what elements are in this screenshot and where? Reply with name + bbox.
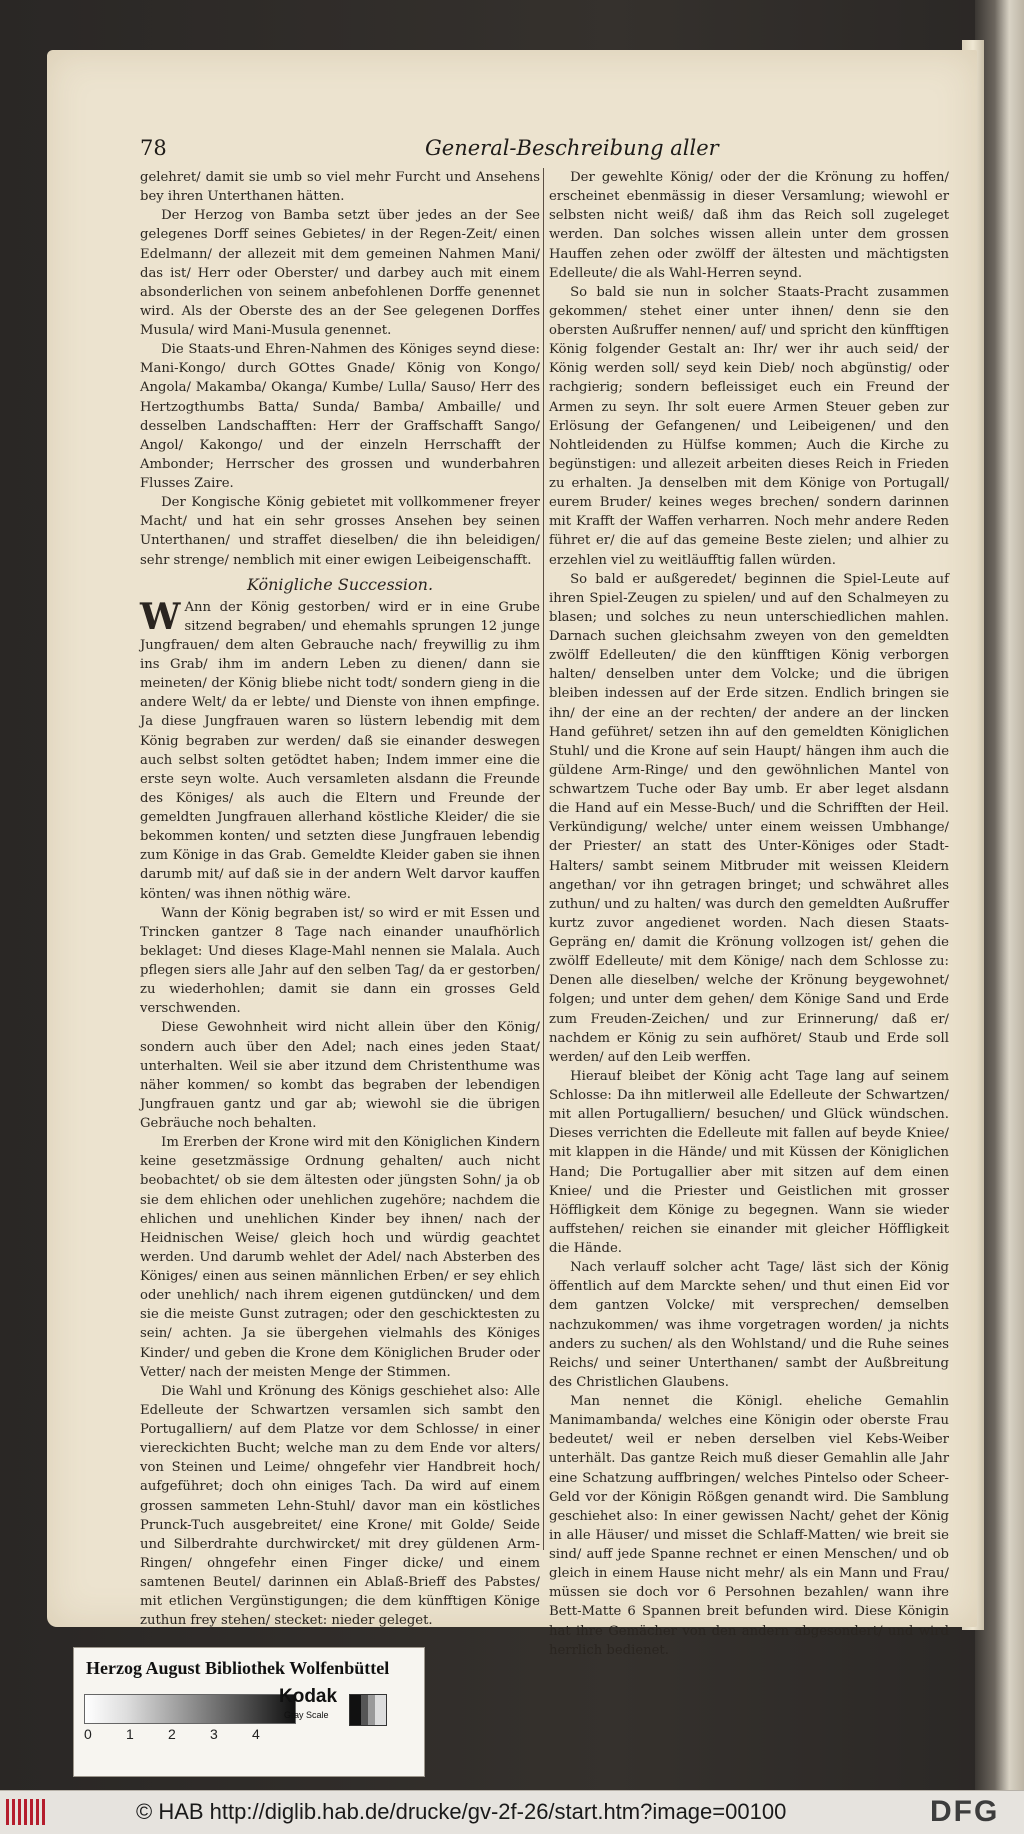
hab-logo-icon (6, 1799, 46, 1825)
column-rule (543, 168, 544, 1550)
gray-scale-caption: Gray Scale (284, 1710, 329, 1720)
section-heading: Königliche Succession. (246, 574, 434, 594)
scale-tick: 0 (84, 1726, 92, 1742)
archive-label (73, 1647, 425, 1777)
gray-swatch (349, 1694, 387, 1726)
paragraph: Wann der König begraben ist/ so wird er mit Essen und Trincken gantzer 8 Tage nach einander unaufhörlich beklaget: Und dieses Klage-Mahl nennen sie Malala. Auch pflegen siers alle Jahr auf den selben Tag/ da er gestorben/ zu wiederhohlen; damit sie dann ein grosses Geld verschwenden. (140, 905, 540, 1017)
paragraph: Die Staats-und Ehren-Nahmen des Königes seynd diese: Mani-Kongo/ durch GOttes Gnade/ König von Kongo/ Angola/ Makamba/ Okanga/ Kumbe/ Lulla/ Sauso/ Herr des Hertzogthumbs Batta/ Sunda/ Bamba/ Ambaille/ und desselben Landschafften: Herr der Graffschafft Sango/ Angol/ Kakongo/ und der einzeln Herrschafft der Ambonder; Herrscher des grossen und wunderbahren Flusses Zaire. (140, 342, 540, 491)
left-column (140, 168, 540, 1630)
running-title: General-Beschreibung aller (425, 136, 719, 160)
paragraph: Die Wahl und Krönung des Königs geschiehet also: Alle Edelleute der Schwartzen versamlen sich sambt den Portugalliern/ auf dem Platze vor dem Schlosse/ in einer viereckichten Bucht; welche man zu dem Ende vor alters/ von Steinen und Leime/ ohngefehr vier Handbreit hoch/ aufgeführet; doch ohn einiges Tach. Da wird auf einem grossen sammeten Lehn-Stuhl/ davor man ein köstliches Prunck-Tuch ausgebreitet/ eine Krone/ mit Golde/ Seide und Silberdrahte durchwircket/ mit drey güldenen Arm-Ringen/ ohngefehr einen Finger dicke/ und einem samtenen Beutel/ darinnen ein Ablaß-Brieff des Pabstes/ mit etlichen Vergünstigungen; die dem künfftigen Könige zuthun frey stehen/ stecket: nieder geleget. (140, 1383, 540, 1629)
paragraph: Hierauf bleibet der König acht Tage lang auf seinem Schlosse: Da ihn mitlerweil alle Edelleute der Schwartzen/ mit allen Portugalliern/ besuchen/ und Glück wündschen. Dieses verrichten die Edelleute mit fallen auf beyde Kniee/ mit klappen in die Hände/ und mit Küssen der Königlichen Hand; Die Portugallier aber mit sitzen auf dem einen Kniee/ und die Priester und Geistlichen mit grosser Höffligkeit dem Könige zu begegnen. Wann sie wieder auffstehen/ reichen sie einander mit gleicher Höffligkeit die Hände. (549, 1068, 949, 1256)
paragraph: Der Kongische König gebietet mit vollkommener freyer Macht/ und hat ein sehr grosses Ansehen bey seinen Unterthanen/ und straffet dieselben/ die ihn beleidigen/ sehr strenge/ nemblich mit einer ewigen Leibeigenschafft. (140, 495, 540, 568)
paragraph: Im Ererben der Krone wird mit den Königlichen Kindern keine gesetzmässige Ordnung gehalten/ auch nicht beobachtet/ ob sie dem ältesten oder jüngsten Sohn/ ja ob sie dem ehlichen oder unehlichen zugehöre; nachdem die ehlichen und unehlichen Kinder bey ihnen/ nach der Heidnischen Weise/ gleich hoch und würdig geachtet werden. Und darumb wehlet der Adel/ nach Absterben des Königes/ einen aus seinen männlichen Erben/ er sey ehlich oder unehlich/ nach ihrem eigenen gutdüncken/ und dem sie die meiste Gunst zutragen; oder den geschicktesten zu sein/ achten. Ja sie übergehen vielmahls des Königes Kinder/ und geben die Krone dem Königlichen Bruder oder Vetter/ nach der meisten Menge der Stimmen. (140, 1135, 540, 1380)
paragraph: So bald sie nun in solcher Staats-Pracht zusammen gekommen/ stehet einer unter ihnen/ denn sie den obersten Außruffer nennen/ auf/ und spricht den künfftigen König folgender Gestalt an: Ihr/ wer ihr auch seid/ der König werden soll/ seyd kein Dieb/ noch abgünstig/ oder rachgierig; sondern befleissiget euch ein Freund der Armen zu seyn. Ihr solt euere Armen Steuer geben zur Erlösung der Gefangenen/ und Leibeigenen/ und den Nohtleidenden zu Hülfse kommen; Auch die Kirche zu begünstigen: und allezeit arbeiten dieses Reich in Frieden zu erhalten. Ja denselben mit dem Könige von Portugall/ eurem Bruder/ keines weges brechen/ sondern darinnen mit Krafft der Waffen verharren. Noch mehr andere Reden führet er/ die auf das gemeine Beste zielen; und alhier zu erzehlen viel zu weitläufftig fallen würden. (549, 284, 949, 568)
scale-tick: 4 (252, 1726, 260, 1742)
scale-tick: 3 (210, 1726, 218, 1742)
gray-scale-bar (84, 1694, 296, 1724)
paragraph: Diese Gewohnheit wird nicht allein über den König/ sondern auch über den Adel; nach eines jeden Staat/ unterhalten. Weil sie aber itzund dem Christenthume was näher kommen/ so kombt das begraben der lebendigen Jungfrauen gantz und gar ab; wiewohl sie die übrigen Gebräuche noch behalten. (140, 1020, 540, 1131)
paragraph-dropcap (140, 595, 540, 904)
right-column (549, 168, 949, 1660)
drop-capital: W (140, 595, 181, 638)
running-head (140, 136, 719, 162)
kodak-brand: Kodak (279, 1686, 338, 1707)
scale-tick: 2 (168, 1726, 176, 1742)
page-number: 78 (140, 136, 167, 160)
footer-bar (0, 1790, 1024, 1834)
paragraph-text: Ann der König gestorben/ wird er in eine Grube sitzend begraben/ und ehemahls sprungen 12 junge Jungfrauen/ dem alten Gebrauche nach/ freywillig zu ihm ins Grab/ ihm im andern Leben zu dienen/ dann sie meineten/ der König bliebe nicht todt/ sondern gieng in die andere Welt/ da er lebte/ und Dienste von ihnen empfinge. Ja diese Jungfrauen waren so lüstern lebendig mit dem König begraben zur werden/ daß sie einander deswegen auch selbst solten getödtet haben; Indem immer eine die erste seyn wolte. Auch versamleten alsdann die Freunde des Königes/ als auch die Eltern und Freunde der gemeldten Jungfrauen allerhand köstliche Kleider/ die sie bekommen konten/ und setzten diese Jungfrauen lebendig zum Könige in das Grab. Gemeldte Kleider gaben sie ihnen darumb mit/ auf daß sie in der andern Welt darvor kauffen könten/ was ihnen nöthig wäre. (140, 599, 540, 902)
paragraph: So bald er außgeredet/ beginnen die Spiel-Leute auf ihren Spiel-Zeugen zu spielen/ und auf den Schalmeyen zu blasen; und solches zu neun unterschiedlichen mahlen. Darnach suchen gleichsahm zweyen von den gemeldten zwölff Edelleuten/ die den künfftigen König verborgen halten/ denselben unter dem Volcke; und die übrigen bleiben indessen auf der Erde sitzen. Endlich bringen sie ihn/ der eine an der rechten/ der andere an der lincken Hand geführet/ setzen ihn auf den gemeldten Königlichen Stuhl/ und die Krone auf sein Haupt/ hängen ihm auch die güldene Arm-Ringe/ und den gewöhnlichen Mantel von schwartzem Tuche oder Bay umb. Er aber leget alsdann die Hand auf ein Messe-Buch/ und die Schrifften der Heil. Verkündigung/ welche/ unter einem weissen Umbhange/ der Priester/ an statt des Unter-Königes oder Stadt-Halters/ sambt seinem Mitbruder mit weissen Kleidern angethan/ vor ihn getragen bringet; und schwähret alles zuthun/ und zu halten/ was durch den gemeldten Außruffer kurtz zuvor angedienet worden. Nach diesen Staats-Gepräng en/ damit die Krönung vollzogen ist/ gehen die zwölff Edelleute/ mit dem Könige/ nach dem Schlosse zu: Denen alle dieselben/ welche der Krönung beygewohnet/ folgen; und unter dem gehen/ dem Könige Sand und Erde zum Freuden-Zeichen/ und zur Erinnerung/ daß er/ nachdem er König zu sein aufhöret/ Staub und Erde soll werden/ auf den Leib werffen. (549, 571, 949, 1065)
paragraph: Nach verlauff solcher acht Tage/ läst sich der König öffentlich auf dem Marckte sehen/ und thut einen Eid vor dem gantzen Volcke/ mit versprechen/ demselben nachzukommen/ was ihme vorgetragen worden/ ja nichts anders zu suchen/ als den Wohlstand/ und die Ruhe seines Reichs/ und seiner Unterthanen/ sambt der Außbreitung des Christlichen Glaubens. (549, 1260, 949, 1390)
library-name: Herzog August Bibliothek Wolfenbüttel (86, 1658, 390, 1678)
scale-tick: 1 (126, 1726, 134, 1742)
dfg-logo: DFG (930, 1795, 1000, 1828)
paragraph: Der gewehlte König/ oder der die Krönung zu hoffen/ erscheinet ebenmässig in dieser Versamlung; wiewohl er selbsten nicht weiß/ daß ihm das Reich soll zugeleget werden. Dan solches wissen allein unter dem grossen Hauffen zehen oder zwölff der ältesten und mächtigsten Edelleute/ die als Wahl-Herren seynd. (549, 170, 949, 281)
paragraph: Man nennet die Königl. eheliche Gemahlin Manimambanda/ welches eine Königin oder oberste Frau bedeutet/ weil er neben derselben viel Kebs-Weiber unterhält. Das gantze Reich muß dieser Gemahlin alle Jahr eine Schatzung auffbringen/ welches Pintelso oder Scheer-Geld vor der Königin Rößgen genandt wird. Die Samblung geschiehet also: In einer gewissen Nacht/ gehet der König in alle Häuser/ und misset die Schlaff-Matten/ wie breit sie sind/ auff jede Spanne rechnet er einen Menschen/ und ob gleich in einem Hause nicht mehr/ als ein Mann und Frau/ müssen sie doch vor 6 Persohnen bezahlen/ wann ihre Bett-Matte 6 Spannen breit befunden wird. Diese Königin hat ihre Gemächer von den andern abgesondert/ und wird herrlich bedienet. (549, 1394, 949, 1658)
paragraph: Der Herzog von Bamba setzt über jedes an der See gelegenes Dorff seines Gebietes/ in der Regen-Zeit/ einen Edelmann/ der allezeit mit dem gemeinen Nahmen Mani/ das ist/ Herr oder Oberster/ und darbey auch mit einem absonderlichen von seinem anbefohlenen Dorffe genennet wird. Als der Oberste des an der See gelegenen Dorffes Musula/ wird Mani-Musula genennet. (140, 208, 540, 338)
paragraph: gelehret/ damit sie umb so viel mehr Furcht und Ansehens bey ihren Unterthanen hätten. (140, 170, 540, 205)
footer-credit-link[interactable]: © HAB http://diglib.hab.de/drucke/gv-2f-26/start.htm?image=00100 (136, 1799, 787, 1824)
